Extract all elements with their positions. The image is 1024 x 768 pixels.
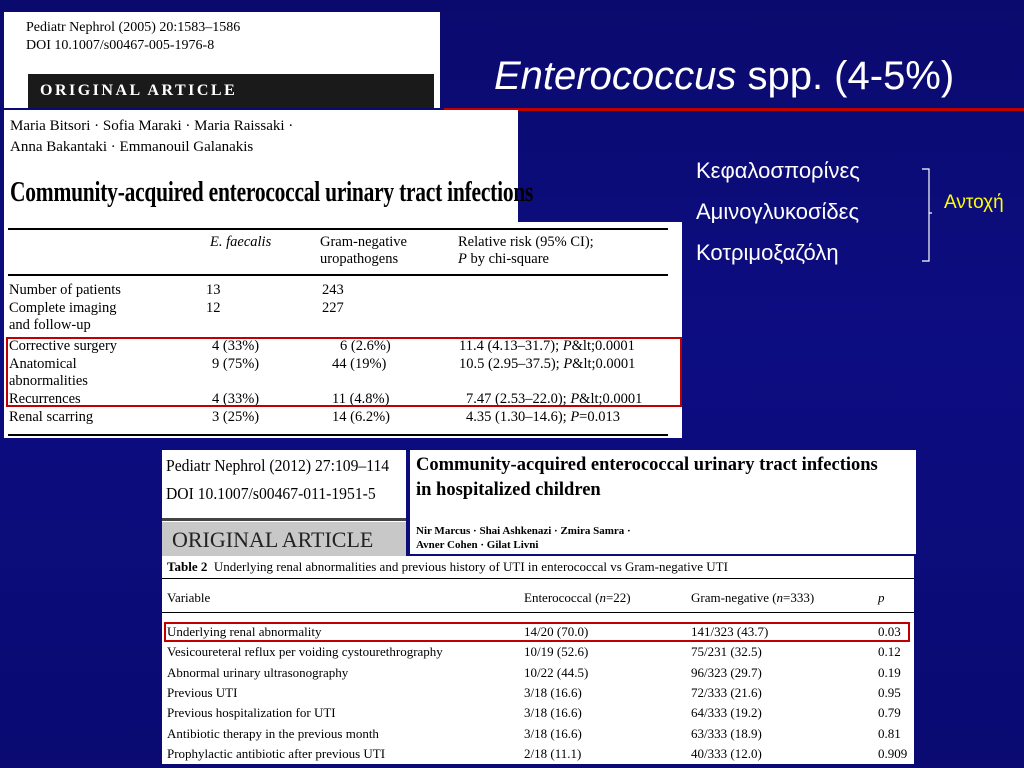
antibiotic-cephalosporins: Κεφαλοσπορίνες bbox=[696, 158, 860, 183]
cell-faecalis: 9 (75%) bbox=[212, 356, 260, 372]
table2-cell-p: 0.95 bbox=[878, 684, 901, 700]
highlight-box bbox=[164, 622, 910, 642]
article2-title bbox=[416, 453, 878, 503]
table2-cell-variable: Underlying renal abnormality bbox=[167, 624, 322, 639]
rr-tail: =0.013 bbox=[579, 409, 620, 425]
rr-value: 4.35 (1.30–14.6); bbox=[466, 409, 571, 425]
table2-cell-p: 0.19 bbox=[878, 664, 901, 680]
col-header-gramnegative-tail: =333) bbox=[783, 590, 815, 605]
rr-p: P bbox=[562, 338, 572, 354]
col-header-gramneg bbox=[320, 234, 407, 268]
cell-relative-risk bbox=[466, 409, 620, 426]
table2-cell-gram: 63/333 (18.9) bbox=[691, 725, 762, 741]
table2-cell-gram: 72/333 (21.6) bbox=[691, 684, 762, 700]
col-header-gramneg-line2: uropathogens bbox=[320, 251, 399, 267]
col-header-rr-rest: by chi-square bbox=[466, 251, 549, 267]
article2-title-block bbox=[410, 450, 916, 554]
article1-table bbox=[4, 222, 682, 438]
brace-icon bbox=[922, 168, 932, 262]
cell-gramneg: 243 bbox=[322, 282, 344, 298]
cell-gramneg: 44 (19%) bbox=[332, 356, 387, 372]
col-header-rr-line1: Relative risk (95% CI); bbox=[458, 234, 594, 250]
table2-cell-entero: 3/18 (16.6) bbox=[524, 725, 582, 741]
table2-cell-variable: Antibiotic therapy in the previous month bbox=[167, 725, 379, 741]
slide-title bbox=[494, 54, 954, 99]
article2-doi: DOI 10.1007/s00467-011-1951-5 bbox=[166, 484, 376, 503]
row-label: Recurrences bbox=[9, 391, 81, 407]
article2-banner: ORIGINAL ARTICLE bbox=[162, 522, 406, 558]
slide-title-genus: Enterococcus bbox=[494, 54, 737, 98]
col-header-enterococcal-text: Enterococcal ( bbox=[524, 590, 600, 605]
rr-tail: &lt;0.0001 bbox=[572, 356, 636, 372]
table2-cell-variable: Previous hospitalization for UTI bbox=[167, 705, 336, 721]
rr-tail: &lt;0.0001 bbox=[571, 338, 635, 354]
col-header-enterococcal-tail: =22) bbox=[605, 590, 631, 605]
table2-cell-p: 0.79 bbox=[878, 705, 901, 721]
col-header-variable: Variable bbox=[167, 590, 211, 605]
col-header-enterococcal bbox=[524, 590, 631, 606]
rr-value: 7.47 (2.53–22.0); bbox=[466, 391, 571, 407]
article1-authors-line1: Maria Bitsori · Sofia Maraki · Maria Raissaki · bbox=[10, 118, 294, 134]
highlight-box bbox=[6, 337, 682, 407]
row-label: Number of patients bbox=[9, 282, 121, 298]
table2-cell-variable: Abnormal urinary ultrasonography bbox=[167, 664, 349, 680]
table2-cell-p: 0.12 bbox=[878, 644, 901, 660]
article1-authors-line2: Anna Bakantaki · Emmanouil Galanakis bbox=[10, 139, 254, 155]
row-label: Anatomical bbox=[9, 356, 77, 372]
table2-cell-gram: 64/333 (19.2) bbox=[691, 705, 762, 721]
article2-title-line1: Community-acquired enterococcal urinary tract infections bbox=[416, 455, 878, 475]
article1-authors bbox=[10, 116, 293, 158]
cell-faecalis: 3 (25%) bbox=[212, 409, 260, 425]
article2-authors-line2: Avner Cohen · Gilat Livni bbox=[416, 539, 539, 551]
table-rule-header bbox=[8, 274, 668, 276]
article2-authors-line1: Nir Marcus · Shai Ashkenazi · Zmira Samra · bbox=[416, 525, 631, 537]
article2-title-line2: in hospitalized children bbox=[416, 480, 601, 500]
rr-p: P bbox=[570, 391, 580, 407]
row-label: Renal scarring bbox=[9, 409, 94, 425]
article1-header bbox=[4, 12, 440, 108]
rr-p: P bbox=[570, 409, 580, 425]
table2-rule-top bbox=[162, 578, 914, 579]
table2-cell-entero: 2/18 (11.1) bbox=[524, 745, 582, 761]
table2-cell-gram: 141/323 (43.7) bbox=[691, 624, 769, 639]
table2-cell-entero: 10/19 (52.6) bbox=[524, 644, 589, 660]
table2-cell-entero: 3/18 (16.6) bbox=[524, 705, 582, 721]
table2-cell-gram: 40/333 (12.0) bbox=[691, 745, 762, 761]
slide-title-rest: spp. (4-5%) bbox=[736, 54, 955, 98]
article1-banner: ORIGINAL ARTICLE bbox=[28, 74, 434, 108]
cell-gramneg: 14 (6.2%) bbox=[332, 409, 390, 425]
article1-title-block bbox=[4, 110, 534, 222]
table-rule-top bbox=[8, 228, 668, 230]
table2-cell-entero: 3/18 (16.6) bbox=[524, 684, 582, 700]
row-label: Complete imaging bbox=[9, 300, 117, 316]
table2-cell-variable: Previous UTI bbox=[167, 684, 238, 700]
rr-value: 10.5 (2.95–37.5); bbox=[459, 356, 564, 372]
table2-cell-entero: 10/22 (44.5) bbox=[524, 664, 589, 680]
row-label-cont: and follow-up bbox=[9, 317, 91, 333]
cell-faecalis: 12 bbox=[206, 300, 221, 316]
table2-cell-p: 0.81 bbox=[878, 725, 901, 741]
table2-cell-p: 0.909 bbox=[878, 745, 908, 761]
cell-faecalis: 4 (33%) bbox=[212, 391, 260, 407]
table2-caption bbox=[167, 559, 728, 575]
rr-tail: &lt;0.0001 bbox=[579, 391, 643, 407]
cell-gramneg: 227 bbox=[322, 300, 344, 316]
table2-cell-gram: 75/231 (32.5) bbox=[691, 644, 762, 660]
antibiotic-aminoglycosides: Αμινογλυκοσίδες bbox=[696, 199, 860, 224]
col-header-gramnegative bbox=[691, 590, 814, 606]
article1-doi: DOI 10.1007/s00467-005-1976-8 bbox=[26, 38, 215, 53]
cell-faecalis: 4 (33%) bbox=[212, 338, 260, 354]
col-header-enterococcal-n: n bbox=[599, 590, 606, 605]
col-header-rr-p: P bbox=[458, 251, 467, 267]
rr-p: P bbox=[563, 356, 573, 372]
banner-edge bbox=[434, 76, 440, 106]
table2-cell-variable: Prophylactic antibiotic after previous UTI bbox=[167, 745, 386, 761]
title-rule bbox=[444, 108, 1024, 111]
resistance-label: Αντοχή bbox=[944, 192, 1004, 213]
table2-cell-gram: 96/323 (29.7) bbox=[691, 664, 762, 680]
article2-authors bbox=[416, 524, 631, 552]
col-header-p: p bbox=[878, 590, 885, 605]
table2-rule-header bbox=[162, 612, 914, 613]
cell-gramneg: 11 (4.8%) bbox=[332, 391, 390, 407]
col-header-gramneg-line1: Gram-negative bbox=[320, 234, 407, 250]
article2-citation: Pediatr Nephrol (2012) 27:109–114 bbox=[166, 456, 390, 475]
article1-citation: Pediatr Nephrol (2005) 20:1583–1586 bbox=[26, 20, 241, 35]
article2-header bbox=[162, 450, 406, 558]
cell-gramneg: 6 (2.6%) bbox=[340, 338, 391, 354]
col-header-rr bbox=[458, 234, 594, 268]
cell-faecalis: 13 bbox=[206, 282, 221, 298]
table2-cell-variable: Vesicoureteral reflux per voiding cystourethrography bbox=[167, 644, 443, 660]
row-label: Corrective surgery bbox=[9, 338, 118, 354]
article2-table bbox=[162, 556, 914, 764]
table2-caption-label: Table 2 bbox=[167, 559, 208, 574]
col-header-gramnegative-text: Gram-negative ( bbox=[691, 590, 777, 605]
table2-cell-p: 0.03 bbox=[878, 624, 901, 639]
row-label-cont: abnormalities bbox=[9, 373, 88, 389]
article1-title: Community-acquired enterococcal urinary tract infections bbox=[10, 176, 534, 208]
banner-divider bbox=[162, 518, 406, 521]
table2-cell-entero: 14/20 (70.0) bbox=[524, 624, 589, 639]
col-header-rr-line2 bbox=[458, 251, 594, 268]
table2-caption-text: Underlying renal abnormalities and previous history of UTI in enterococcal vs Gram-negative UTI bbox=[213, 559, 728, 574]
table-rule-bottom bbox=[8, 434, 668, 436]
col-header-faecalis: E. faecalis bbox=[210, 234, 272, 250]
antibiotic-cotrimoxazole: Κοτριμοξαζόλη bbox=[696, 240, 839, 265]
rr-value: 11.4 (4.13–31.7); bbox=[459, 338, 563, 354]
col-header-gramnegative-n: n bbox=[776, 590, 784, 605]
